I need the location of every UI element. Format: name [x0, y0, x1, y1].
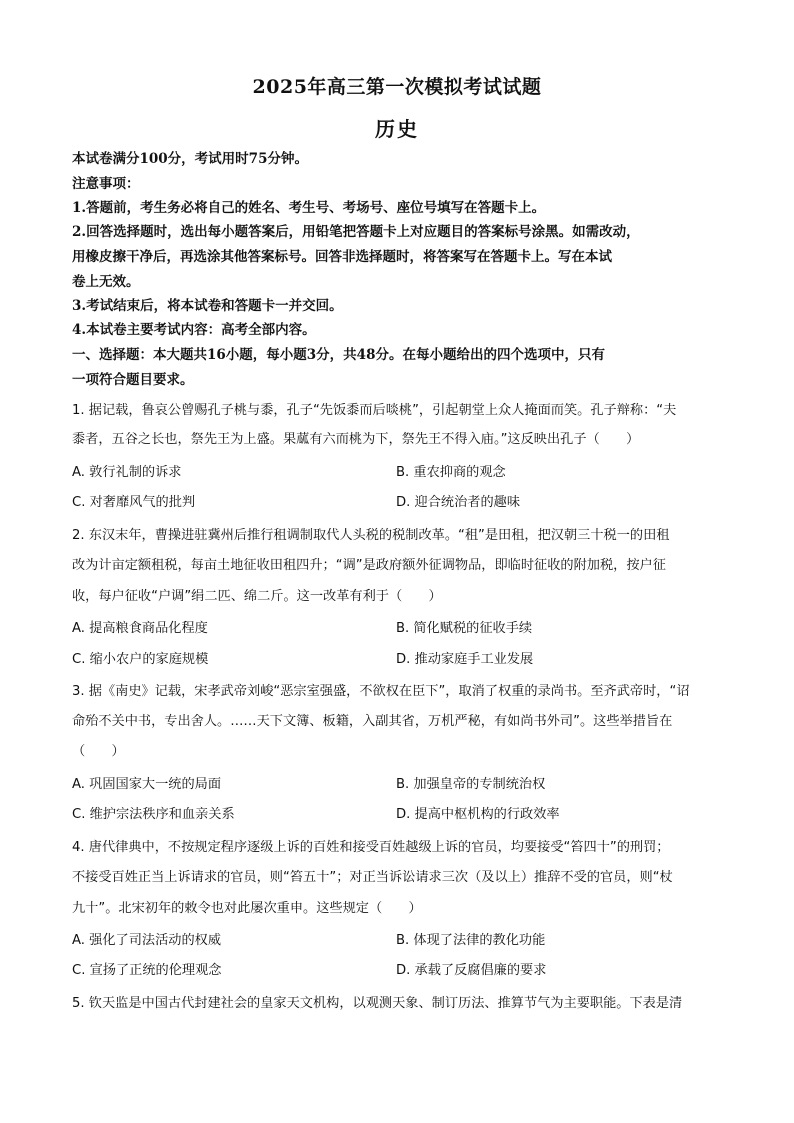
notice-item: 2.回答选择题时，选出每小题答案后，用铅笔把答题卡上对应题目的答案标号涂黑。如需改动，: [72, 224, 640, 240]
question-4-option-a: A. 强化了司法活动的权威: [72, 933, 222, 948]
question-3-text: 命殆不关中书，专出舍人。……天下文簿、板籍，入副其省，万机严秘，有如尚书外司”。这些举措旨在: [72, 714, 673, 729]
question-2-text: 改为计亩定额租税，每亩土地征收田租四升；“调”是政府额外征调物品，即临时征收的附加税，按户征: [72, 558, 666, 573]
question-1-option-b: B. 重农抑商的观念: [396, 465, 506, 480]
question-3-option-d: D. 提高中枢机构的行政效率: [396, 807, 560, 822]
notice-item: 3.考试结束后，将本试卷和答题卡一并交回。: [72, 298, 343, 314]
question-2-option-a: A. 提高粮食商品化程度: [72, 621, 208, 636]
exam-intro: 本试卷满分100分，考试用时75分钟。: [72, 151, 308, 167]
notice-item: 卷上无效。: [72, 274, 140, 290]
question-1-text: 黍者，五谷之长也，祭先王为上盛。果蓏有六而桃为下，祭先王不得入庙。”这反映出孔子（ ）: [72, 432, 640, 447]
question-3-option-c: C. 维护宗法秩序和血亲关系: [72, 807, 235, 822]
question-4-text: 九十”。北宋初年的敕令也对此屡次重申。这些规定（ ）: [72, 901, 422, 916]
section-heading-cont: 一项符合题目要求。: [72, 372, 194, 388]
question-4-text: 4. 唐代律典中，不按规定程序逐级上诉的百姓和接受百姓越级上诉的官员，均要接受“笞四十”的刑罚；: [72, 840, 670, 855]
question-4-text: 不接受百姓正当上诉请求的官员，则“笞五十”；对正当诉讼请求三次（及以上）推辞不受的官员，则“杖: [72, 870, 673, 885]
question-4-option-b: B. 体现了法律的教化功能: [396, 933, 546, 948]
notice-item: 1.答题前，考生务必将自己的姓名、考生号、考场号、座位号填写在答题卡上。: [72, 200, 546, 216]
notice-item: 用橡皮擦干净后，再选涂其他答案标号。回答非选择题时，将答案写在答题卡上。写在本试: [72, 249, 612, 265]
question-2-option-d: D. 推动家庭手工业发展: [396, 652, 534, 667]
exam-title: 2025年高三第一次模拟考试试题: [252, 76, 542, 98]
question-3-text: （ ）: [72, 744, 125, 759]
question-1-option-a: A. 敦行礼制的诉求: [72, 465, 182, 480]
question-4-option-c: C. 宣扬了正统的伦理观念: [72, 963, 222, 978]
question-2-option-c: C. 缩小农户的家庭规模: [72, 652, 209, 667]
question-2-text: 收，每户征收“户调”绢二匹、绵二斤。这一改革有利于（ ）: [72, 589, 442, 604]
question-5-text: 5. 钦天监是中国古代封建社会的皇家天文机构，以观测天象、制订历法、推算节气为主要职能。下表是清: [72, 996, 683, 1011]
question-1-option-c: C. 对奢靡风气的批判: [72, 495, 196, 510]
question-4-option-d: D. 承载了反腐倡廉的要求: [396, 963, 547, 978]
question-2-option-b: B. 简化赋税的征收手续: [396, 621, 533, 636]
question-1-text: 1. 据记载，鲁哀公曾赐孔子桃与黍，孔子“先饭黍而后啖桃”，引起朝堂上众人掩面而笑。孔子辩称：“夫: [72, 403, 677, 418]
question-3-option-a: A. 巩固国家大一统的局面: [72, 777, 222, 792]
notice-item: 4.本试卷主要考试内容：高考全部内容。: [72, 322, 316, 338]
notice-label: 注意事项：: [72, 176, 140, 192]
question-2-text: 2. 东汉末年，曹操进驻冀州后推行租调制取代人头税的税制改革。“租”是田租，把汉朝三十税一的田租: [72, 528, 670, 543]
question-3-text: 3. 据《南史》记载，宋孝武帝刘峻“恶宗室强盛，不欲权在臣下”，取消了权重的录尚书。至齐武帝时，“诏: [72, 684, 690, 699]
section-heading: 一、选择题：本大题共16小题，每小题3分，共48分。在每小题给出的四个选项中，只有: [72, 347, 605, 363]
question-1-option-d: D. 迎合统治者的趣味: [396, 495, 521, 510]
subject-title: 历史: [375, 117, 419, 141]
question-3-option-b: B. 加强皇帝的专制统治权: [396, 777, 546, 792]
